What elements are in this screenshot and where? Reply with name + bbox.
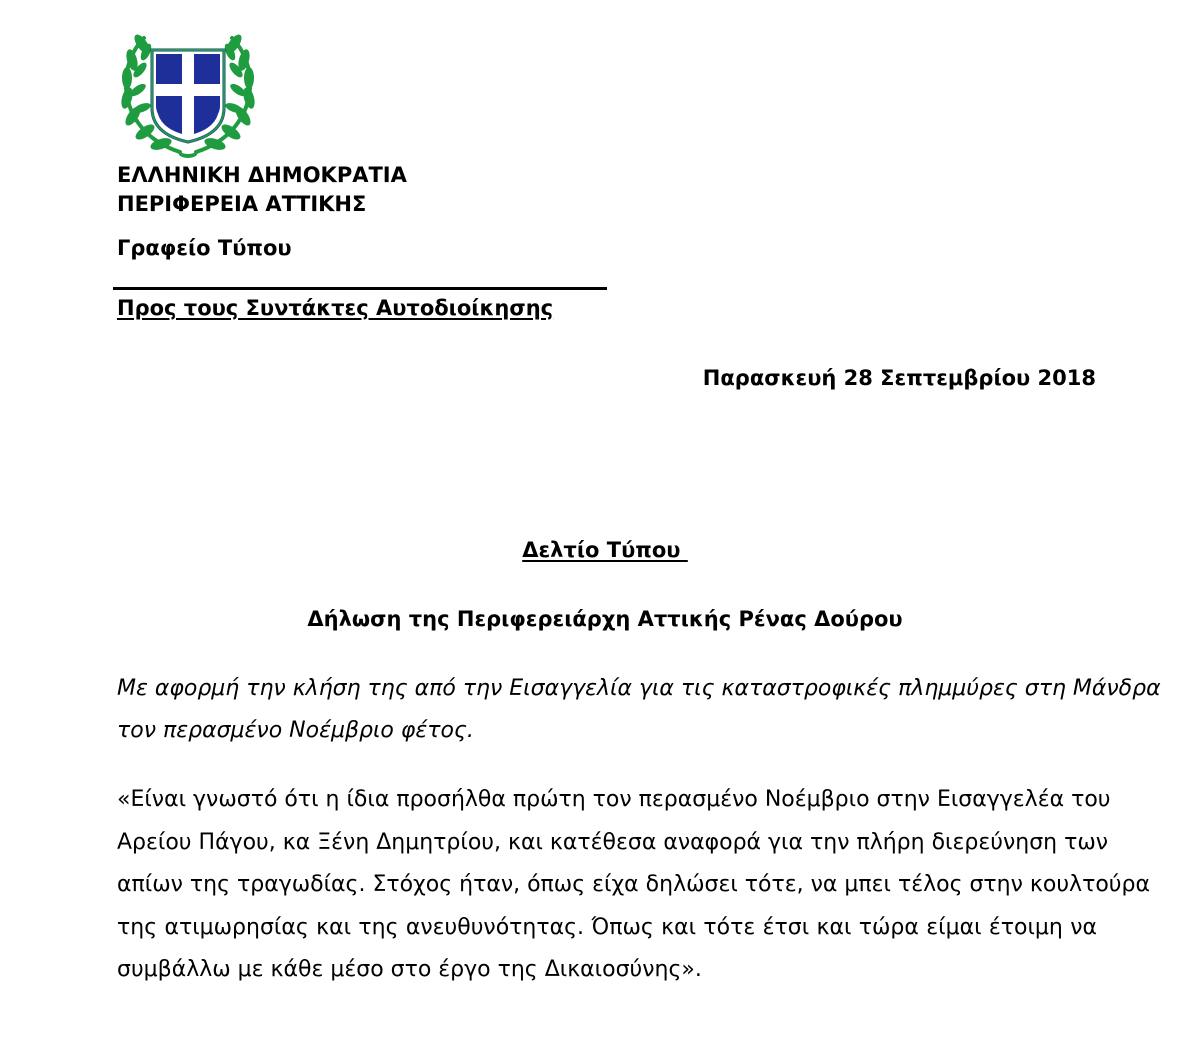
country-name: ΕΛΛΗΝΙΚΗ ΔΗΜΟΚΡΑΤΙΑ — [117, 163, 407, 187]
subtitle-line: τον περασμένο Νοέμβριο φέτος. — [117, 718, 474, 743]
document-date: Παρασκευή 28 Σεπτεμβρίου 2018 — [702, 366, 1096, 390]
statement-line: της ατιμωρησίας και της ανευθυνότητας. Όπως και τότε έτσι και τώρα είμαι έτοιμη να — [117, 914, 1097, 940]
region-name: ΠΕΡΙΦΕΡΕΙΑ ΑΤΤΙΚΗΣ — [117, 192, 367, 216]
greek-coat-of-arms-icon — [120, 30, 256, 160]
statement-line: «Είναι γνωστό ότι η ίδια προσήλθα πρώτη τον περασμένο Νοέμβριο στην Εισαγγελέα του — [117, 787, 1111, 812]
press-release-headline: Δήλωση της Περιφερειάρχη Αττικής Ρένας Δούρου — [307, 607, 903, 631]
header-divider — [113, 287, 607, 290]
statement-line: απίων της τραγωδίας. Στόχος ήταν, όπως είχα δηλώσει τότε, να μπει τέλος στην κουλτούρα — [117, 872, 1150, 897]
statement-line: Αρείου Πάγου, κα Ξένη Δημητρίου, και κατέθεσα αναφορά για την πλήρη διερεύνηση των — [117, 829, 1109, 855]
document-type-title: Δελτίο Τύπου — [522, 538, 688, 562]
subtitle-paragraph — [117, 668, 1161, 752]
office-name: Γραφείο Τύπου — [117, 236, 292, 260]
subtitle-line: Με αφορμή την κλήση της από την Εισαγγελία για τις καταστροφικές πλημμύρες στη Μάνδρα — [117, 676, 1161, 701]
statement-paragraph — [117, 779, 1150, 992]
statement-line: συμβάλλω με κάθε μέσο στο έργο της Δικαιοσύνης». — [117, 957, 702, 982]
recipients-line: Προς τους Συντάκτες Αυτοδιοίκησης — [117, 296, 554, 320]
